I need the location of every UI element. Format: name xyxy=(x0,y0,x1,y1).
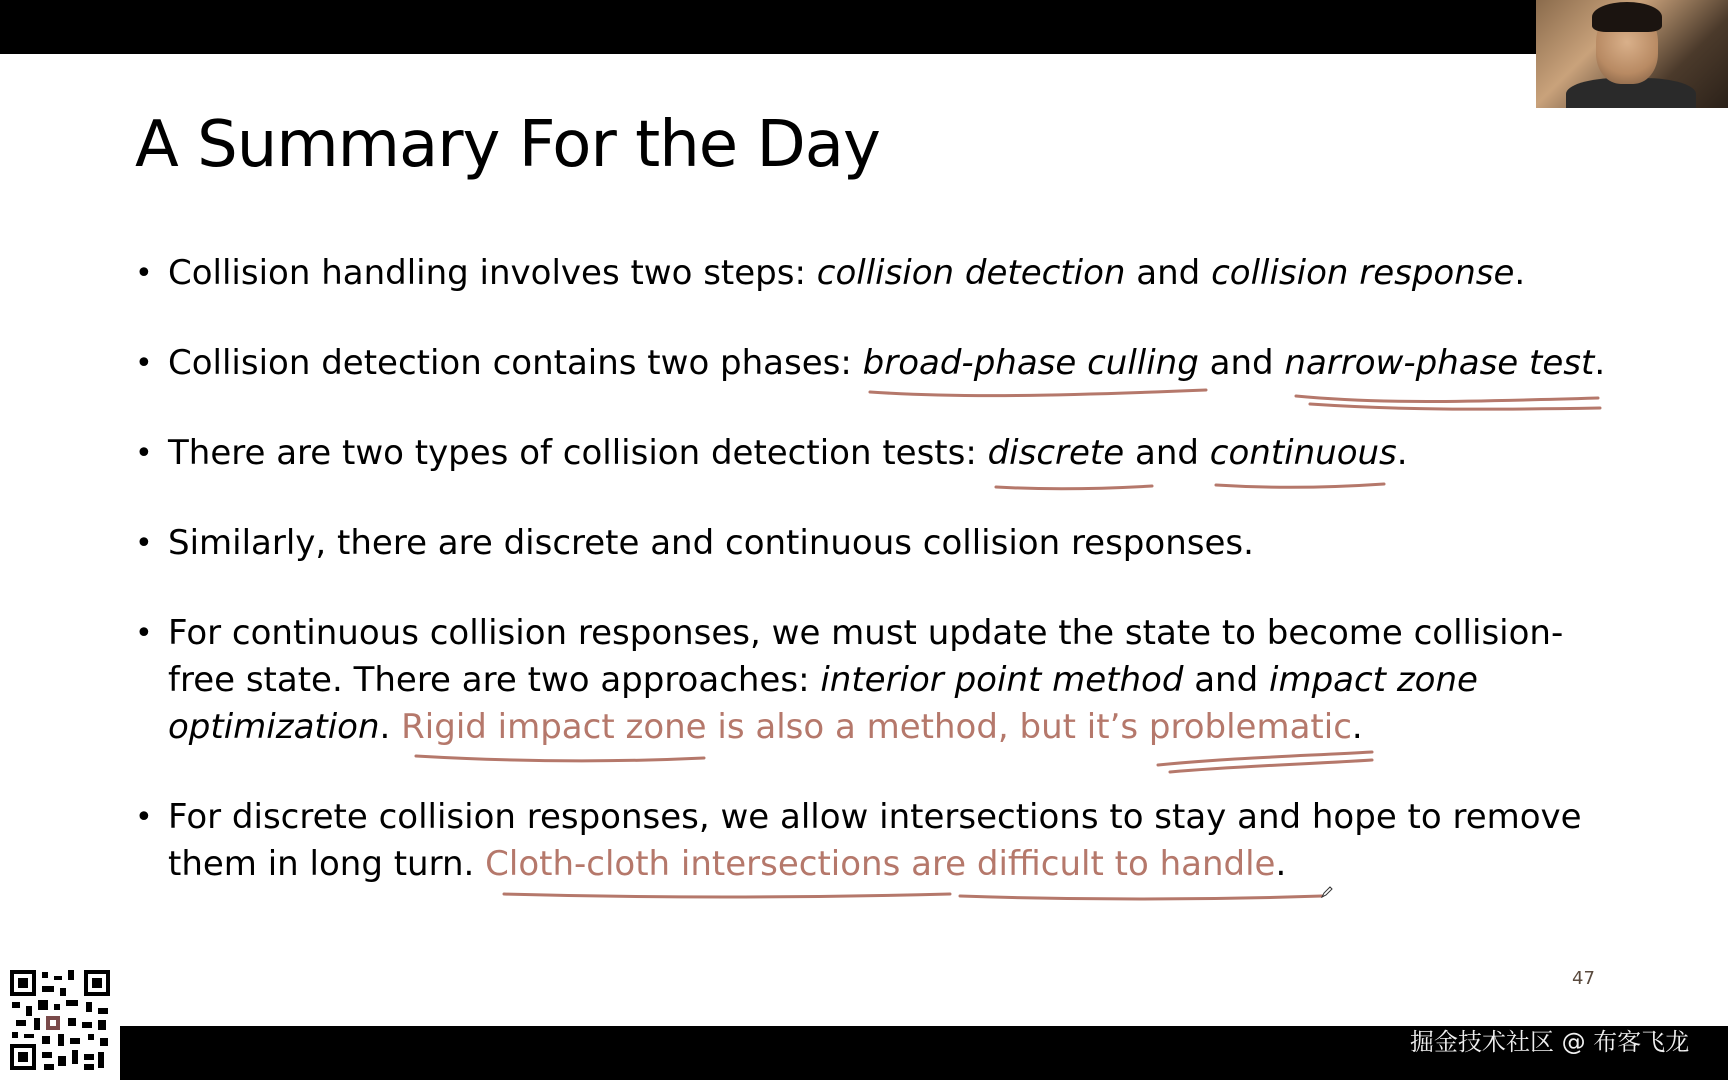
bullet-text-run: Collision handling involves two steps: xyxy=(168,253,817,293)
emphasis-text: interior point method xyxy=(820,660,1184,700)
bullet-text-run: . xyxy=(379,707,402,747)
bullet-text-run: . xyxy=(1514,253,1526,293)
webcam-overlay xyxy=(1536,0,1728,108)
bullet-text-run: and xyxy=(1124,433,1210,473)
emphasis-text: discrete xyxy=(987,433,1125,473)
bullet-text-run: Similarly, there are discrete and continuous collision responses. xyxy=(168,523,1254,563)
bullet-text-run: . xyxy=(1351,707,1363,747)
bullet-text xyxy=(168,520,1615,567)
bullet-dot-icon: • xyxy=(135,616,153,651)
underline-cloth-2 xyxy=(960,896,1322,899)
underline-continuous xyxy=(1216,484,1384,487)
underline-problematic-2 xyxy=(1170,760,1372,772)
top-letterbox-bar xyxy=(0,0,1728,54)
bullet-dot-icon: • xyxy=(135,346,153,381)
bullet-item xyxy=(135,340,1615,387)
underline-discrete xyxy=(996,486,1152,489)
webcam-hair xyxy=(1592,2,1662,32)
slide-title: A Summary For the Day xyxy=(135,108,880,182)
emphasis-text: collision response xyxy=(1211,253,1515,293)
bullet-dot-icon: • xyxy=(135,436,153,471)
underline-rigid-impact-zone xyxy=(416,756,704,761)
bullet-text-run: and xyxy=(1198,343,1285,383)
bullet-item xyxy=(135,250,1615,297)
bullet-text-run: Collision detection contains two phases: xyxy=(168,343,863,383)
bullet-text xyxy=(168,340,1615,387)
bullet-text-run: . xyxy=(1594,343,1606,383)
bullet-item xyxy=(135,794,1615,888)
bullet-dot-icon: • xyxy=(135,526,153,561)
bullet-text-run: and xyxy=(1125,253,1212,293)
bullet-text-run: . xyxy=(1396,433,1408,473)
bullet-text xyxy=(168,430,1615,477)
bullet-item xyxy=(135,610,1615,751)
bullet-text-run: and xyxy=(1183,660,1269,700)
underline-cloth-1 xyxy=(504,894,950,897)
bullet-text-run: . xyxy=(1275,844,1287,884)
bullet-dot-icon: • xyxy=(135,256,153,291)
faint-slide-header xyxy=(60,56,510,96)
emphasis-text: continuous xyxy=(1209,433,1397,473)
bullet-text-run: There are two types of collision detection tests: xyxy=(168,433,988,473)
page-number: 47 xyxy=(1572,968,1595,989)
bullet-text-run: For continuous collision responses, we must update the state to become collision-free state. There are two approaches: xyxy=(168,613,1564,700)
handwritten-note: Rigid impact zone is also a method, but it’s problematic xyxy=(401,707,1352,747)
bullet-text xyxy=(168,794,1615,888)
underline-broad-phase xyxy=(870,390,1206,396)
underline-problematic xyxy=(1158,752,1372,765)
underline-narrow-phase-2 xyxy=(1310,404,1600,409)
underline-narrow-phase xyxy=(1296,396,1598,402)
emphasis-text: broad-phase culling xyxy=(862,343,1199,383)
bullet-item xyxy=(135,430,1615,477)
emphasis-text: impact zone optimization xyxy=(168,660,1478,747)
qr-code-icon xyxy=(8,968,112,1072)
emphasis-text: narrow-phase test xyxy=(1284,343,1595,383)
bullet-text xyxy=(168,250,1615,297)
bullet-text xyxy=(168,610,1615,751)
bullet-text-run: For discrete collision responses, we allow intersections to stay and hope to remove them in long turn. xyxy=(168,797,1582,884)
emphasis-text: collision detection xyxy=(816,253,1126,293)
pen-cursor-icon xyxy=(1320,884,1334,898)
bullet-dot-icon: • xyxy=(135,800,153,835)
bullet-item xyxy=(135,520,1615,567)
watermark: 掘金技术社区 @ 布客飞龙 xyxy=(1410,1028,1690,1056)
handwritten-note: Cloth-cloth intersections are difficult to handle xyxy=(485,844,1276,884)
